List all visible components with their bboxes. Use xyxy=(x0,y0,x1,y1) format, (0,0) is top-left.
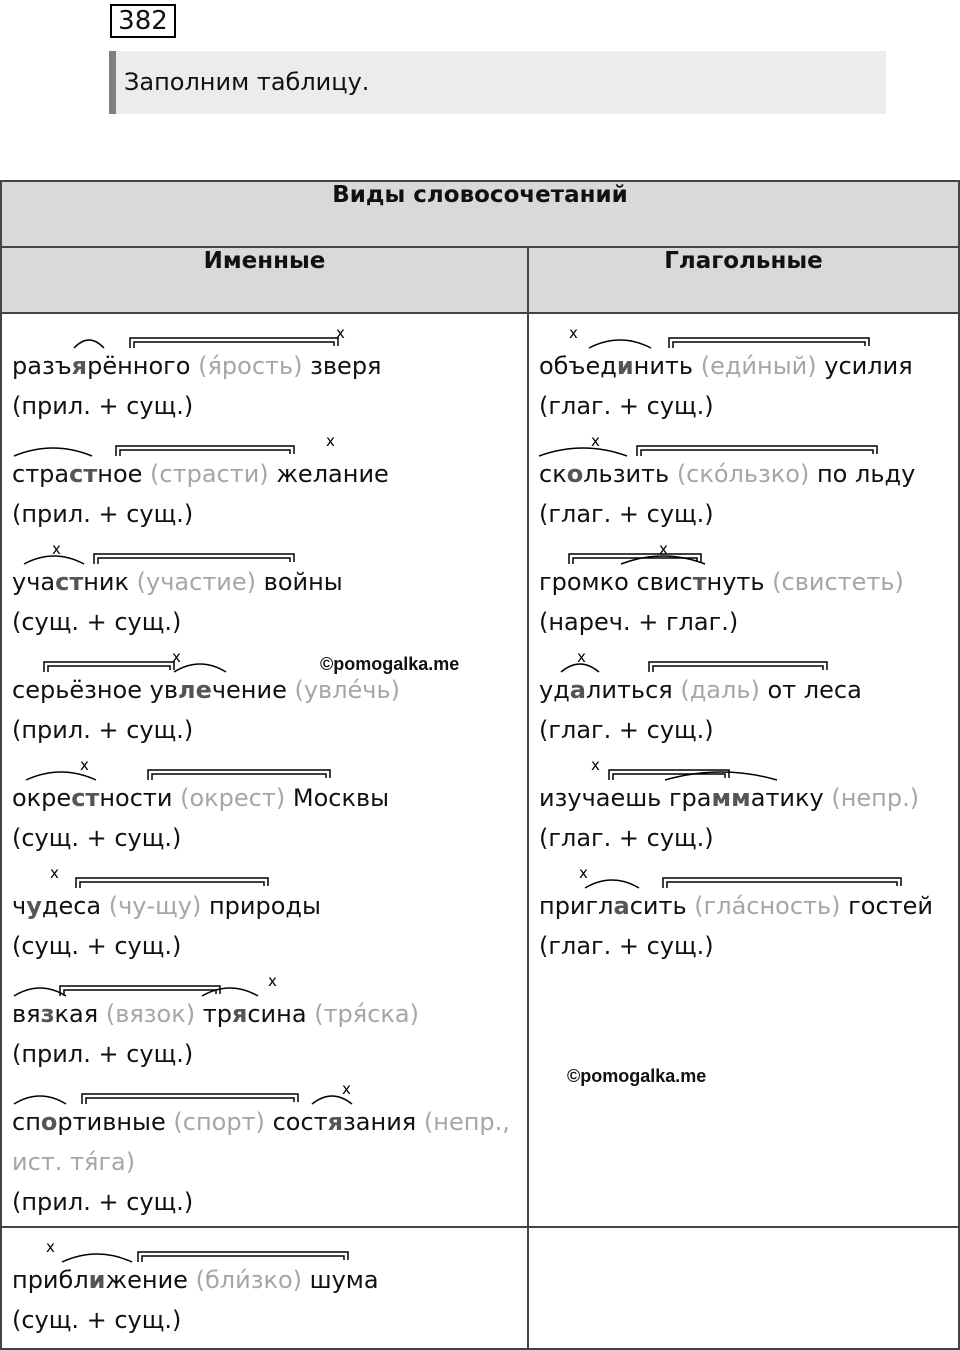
dependent-word: гостей xyxy=(848,892,934,920)
word-part: ности xyxy=(99,784,173,812)
check-word: (вязок) xyxy=(105,1000,196,1028)
word-part: стра xyxy=(12,460,70,488)
word-part: сить xyxy=(629,892,687,920)
check-word: (бли́зко) xyxy=(195,1266,302,1294)
phrase-entry xyxy=(12,750,527,858)
phrase-entry xyxy=(12,534,527,642)
check-word: (участие) xyxy=(136,568,257,596)
phrase-type: (глаг. + сущ.) xyxy=(539,392,714,420)
word-part: ное xyxy=(97,460,143,488)
check-word: (ско́льзко) xyxy=(676,460,810,488)
phrase-type: (сущ. + сущ.) xyxy=(12,824,182,852)
word-part: разъ xyxy=(12,352,72,380)
dependent-word: войны xyxy=(263,568,343,596)
orthogram-highlight: я xyxy=(327,1108,344,1136)
phrase-type: (сущ. + сущ.) xyxy=(12,1306,182,1334)
phrase-type: (прил. + сущ.) xyxy=(12,716,194,744)
word-part: вя xyxy=(12,1000,41,1028)
check-word: (свистеть) xyxy=(772,568,904,596)
main-word-mark: x xyxy=(172,648,181,666)
orthogram-highlight: а xyxy=(613,892,630,920)
main-word-mark: x xyxy=(659,540,668,558)
word-part: ртивные xyxy=(57,1108,166,1136)
phrase-type: (нареч. + глаг.) xyxy=(539,608,739,636)
word-part: нуть xyxy=(706,568,765,596)
word-part: прибл xyxy=(12,1266,89,1294)
word-part: кая xyxy=(54,1000,99,1028)
main-word-mark: x xyxy=(579,864,588,882)
main-word-mark: x xyxy=(268,972,277,990)
phrase-entry xyxy=(12,1232,527,1340)
check-word: (страсти) xyxy=(150,460,269,488)
check-word: (еди́ный) xyxy=(700,352,817,380)
dependent-word: шума xyxy=(309,1266,379,1294)
phrase-type: (прил. + сущ.) xyxy=(12,392,194,420)
orthogram-highlight: я xyxy=(71,352,88,380)
nominal-cell xyxy=(1,313,528,1227)
watermark: ©pomogalka.me xyxy=(320,654,460,674)
table-title: Виды словосочетаний xyxy=(1,181,959,247)
word-part: деса xyxy=(41,892,102,920)
check-word: (я́рость) xyxy=(198,352,303,380)
watermark: ©pomogalka.me xyxy=(567,1066,707,1086)
word-part: серьёзное ув xyxy=(12,676,178,704)
instruction-text: Заполним таблицу. xyxy=(124,68,370,96)
dependent-word: тр xyxy=(202,1000,232,1028)
check-word: (непр., xyxy=(423,1108,510,1136)
phrase-entry xyxy=(539,534,958,642)
check-word: (спорт) xyxy=(173,1108,265,1136)
check-word: (даль) xyxy=(680,676,760,704)
orthogram-highlight: и xyxy=(88,1266,106,1294)
phrase-entry xyxy=(539,642,958,750)
check-word: (окрест) xyxy=(180,784,286,812)
phrase-entry xyxy=(539,426,958,534)
word-part: объед xyxy=(539,352,617,380)
phrases-table xyxy=(0,180,960,1350)
dependent-word: Москвы xyxy=(292,784,390,812)
check-word: (увле́чь) xyxy=(294,676,400,704)
main-word-mark: x xyxy=(46,1238,55,1256)
phrase-type: (прил. + сущ.) xyxy=(12,500,194,528)
phrase-type: (глаг. + сущ.) xyxy=(539,824,714,852)
check-word: (гла́сность) xyxy=(694,892,841,920)
phrase-type: (глаг. + сущ.) xyxy=(539,932,714,960)
phrase-entry xyxy=(12,858,527,966)
bottom-right-cell xyxy=(528,1227,959,1349)
dependent-word: сост xyxy=(272,1108,328,1136)
orthogram-highlight: з xyxy=(40,1000,55,1028)
word-part: льзить xyxy=(583,460,670,488)
dependent-word: природы xyxy=(208,892,321,920)
dependent-word: желание xyxy=(276,460,389,488)
word-part: ск xyxy=(539,460,567,488)
word-part: литься xyxy=(586,676,673,704)
word-part: зания xyxy=(343,1108,417,1136)
main-word-mark: x xyxy=(591,756,600,774)
orthogram-highlight: ст xyxy=(71,784,100,812)
dependent-word: зверя xyxy=(310,352,382,380)
word-part: окре xyxy=(12,784,72,812)
phrase-type: (сущ. + сущ.) xyxy=(12,608,182,636)
bottom-left-cell xyxy=(1,1227,528,1349)
word-part: сп xyxy=(12,1108,41,1136)
word-part: чение xyxy=(211,676,287,704)
phrase-entry xyxy=(12,966,527,1074)
phrase-type: (сущ. + сущ.) xyxy=(12,932,182,960)
orthogram-highlight: мм xyxy=(711,784,751,812)
word-part: жение xyxy=(105,1266,188,1294)
orthogram-highlight: ле xyxy=(177,676,212,704)
main-word-mark: x xyxy=(80,756,89,774)
word-part: атику xyxy=(750,784,824,812)
exercise-number: 382 xyxy=(110,4,176,38)
word-part: уча xyxy=(12,568,56,596)
orthogram-highlight: у xyxy=(26,892,42,920)
orthogram-highlight: т xyxy=(692,568,707,596)
phrase-type: (прил. + сущ.) xyxy=(12,1040,194,1068)
phrase-entry xyxy=(12,1074,527,1222)
phrase-entry xyxy=(12,426,527,534)
dependent-word: по льду xyxy=(816,460,916,488)
check-word: (непр.) xyxy=(831,784,920,812)
phrase-entry xyxy=(12,318,527,426)
orthogram-highlight: я xyxy=(231,1000,248,1028)
instruction-box xyxy=(109,51,886,114)
col-header-verbal: Глагольные xyxy=(528,247,959,313)
phrase-entry xyxy=(539,750,958,858)
orthogram-highlight: ст xyxy=(55,568,84,596)
phrase-type: (прил. + сущ.) xyxy=(12,1188,194,1216)
orthogram-highlight: и xyxy=(616,352,634,380)
word-part: пригл xyxy=(539,892,614,920)
word-part: сина xyxy=(247,1000,307,1028)
col-header-nominal: Именные xyxy=(1,247,528,313)
orthogram-highlight: о xyxy=(566,460,584,488)
phrase-entry xyxy=(539,318,958,426)
word-part: громко свис xyxy=(539,568,693,596)
verbal-cell xyxy=(528,313,959,1227)
dependent-word: от леса xyxy=(767,676,862,704)
phrase-type: (глаг. + сущ.) xyxy=(539,716,714,744)
orthogram-highlight: ст xyxy=(69,460,98,488)
main-word-mark: x xyxy=(569,324,578,342)
main-word-mark: x xyxy=(591,432,600,450)
word-part: ник xyxy=(83,568,130,596)
check-word: (чу-щу) xyxy=(108,892,202,920)
phrase-type: (глаг. + сущ.) xyxy=(539,500,714,528)
orthogram-highlight: о xyxy=(40,1108,58,1136)
orthogram-highlight: а xyxy=(569,676,586,704)
main-word-mark: x xyxy=(326,432,335,450)
main-word-mark: x xyxy=(52,540,61,558)
word-part: изучаешь гра xyxy=(539,784,712,812)
phrase-entry xyxy=(539,858,958,966)
dependent-word: усилия xyxy=(824,352,913,380)
word-part: уд xyxy=(539,676,570,704)
check-word: ист. тя́га) xyxy=(12,1148,136,1176)
main-word-mark: x xyxy=(336,324,345,342)
word-part: рённого xyxy=(87,352,191,380)
main-word-mark: x xyxy=(342,1080,351,1098)
check-word: (тря́ска) xyxy=(314,1000,419,1028)
main-word-mark: x xyxy=(50,864,59,882)
word-part: ч xyxy=(12,892,27,920)
word-part: нить xyxy=(633,352,694,380)
main-word-mark: x xyxy=(577,648,586,666)
